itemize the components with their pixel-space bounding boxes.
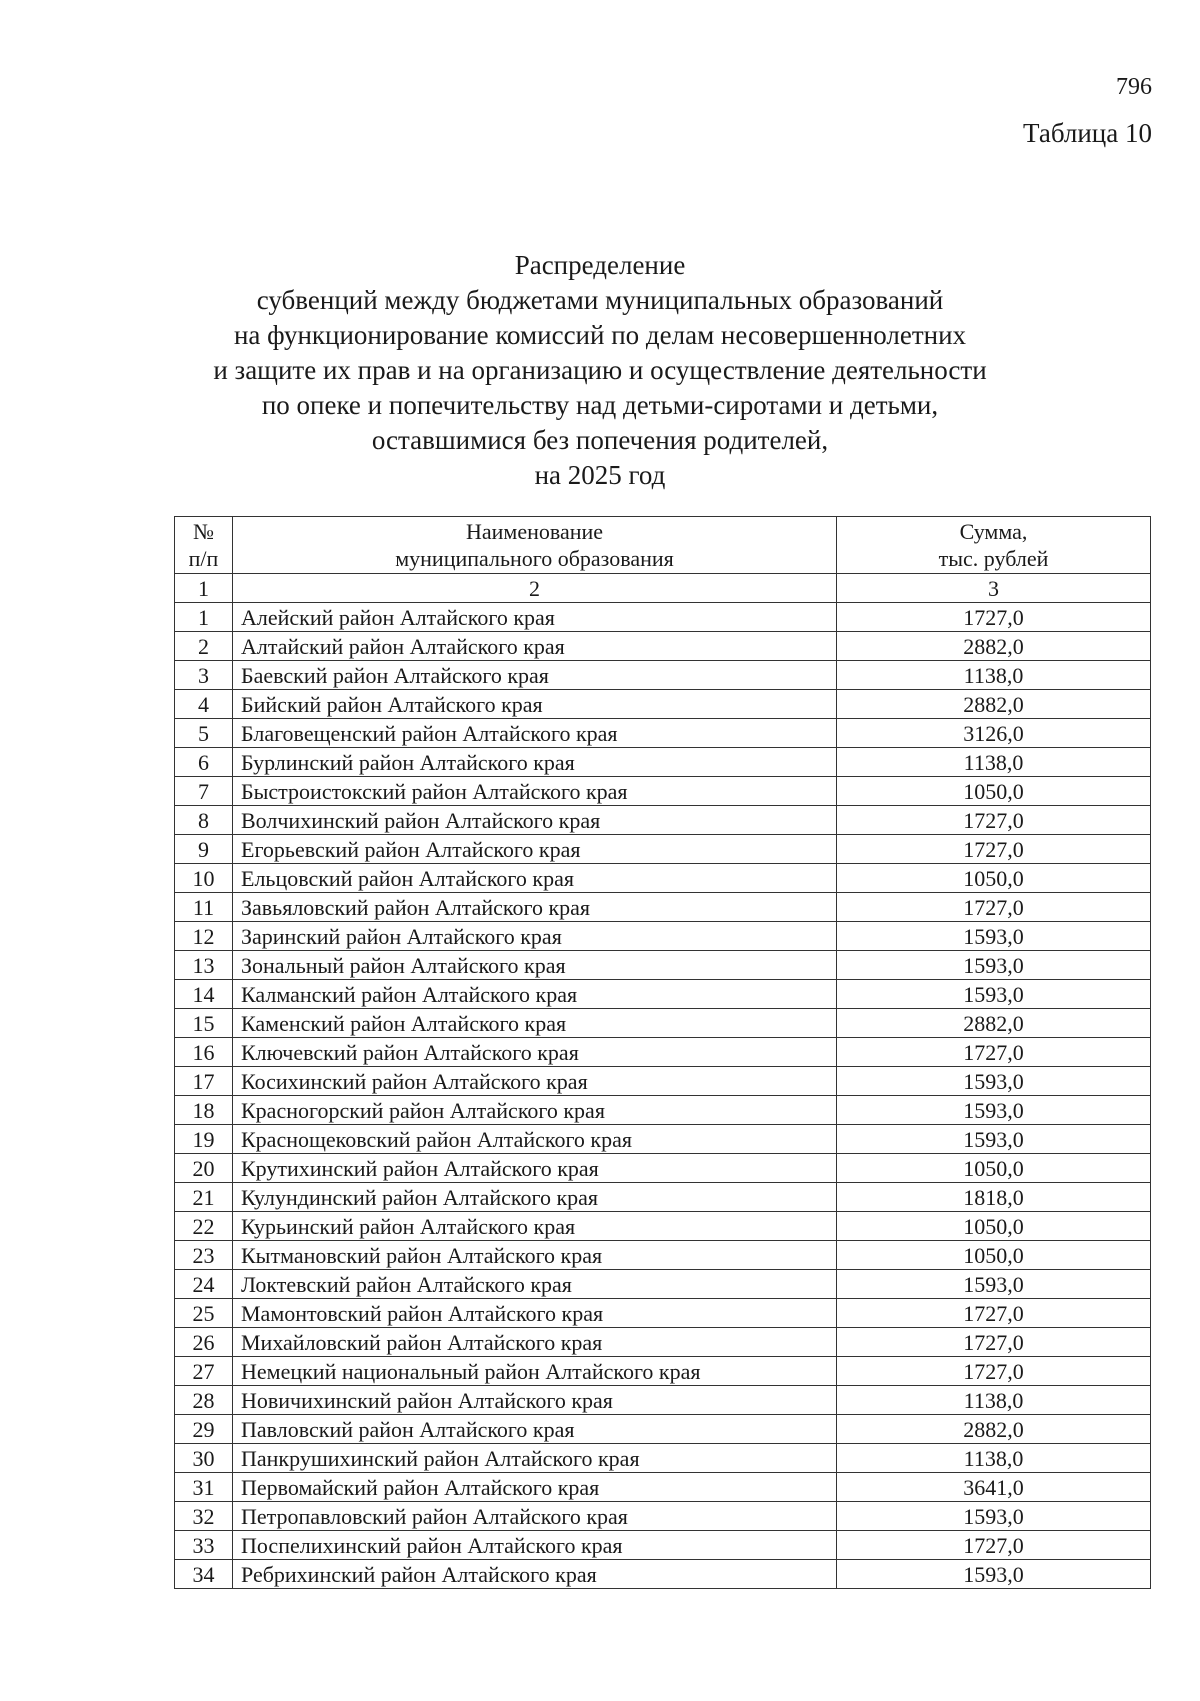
row-number: 31 xyxy=(175,1473,233,1502)
header-number-line2: п/п xyxy=(188,546,219,571)
municipality-name: Павловский район Алтайского края xyxy=(233,1415,837,1444)
table-row xyxy=(175,1212,1151,1241)
column-number: 1 xyxy=(175,574,233,603)
municipality-name: Ельцовский район Алтайского края xyxy=(233,864,837,893)
title-line: на 2025 год xyxy=(534,460,666,490)
header-number xyxy=(175,517,233,574)
row-number: 22 xyxy=(175,1212,233,1241)
row-number: 20 xyxy=(175,1154,233,1183)
municipality-name: Калманский район Алтайского края xyxy=(233,980,837,1009)
amount: 1727,0 xyxy=(837,1531,1151,1560)
table-row xyxy=(175,1154,1151,1183)
row-number: 15 xyxy=(175,1009,233,1038)
table-row xyxy=(175,951,1151,980)
title-line: на функционирование комиссий по делам несовершеннолетних xyxy=(233,320,967,350)
document-title xyxy=(0,248,1200,493)
municipality-name: Алейский район Алтайского края xyxy=(233,603,837,632)
row-number: 27 xyxy=(175,1357,233,1386)
amount: 1727,0 xyxy=(837,603,1151,632)
amount: 1818,0 xyxy=(837,1183,1151,1212)
table-row xyxy=(175,1096,1151,1125)
municipality-name: Зональный район Алтайского края xyxy=(233,951,837,980)
table-row xyxy=(175,835,1151,864)
municipality-name: Немецкий национальный район Алтайского края xyxy=(233,1357,837,1386)
row-number: 9 xyxy=(175,835,233,864)
amount: 3126,0 xyxy=(837,719,1151,748)
amount: 1727,0 xyxy=(837,893,1151,922)
amount: 1593,0 xyxy=(837,1270,1151,1299)
municipality-name: Волчихинский район Алтайского края xyxy=(233,806,837,835)
amount: 3641,0 xyxy=(837,1473,1151,1502)
municipality-name: Кулундинский район Алтайского края xyxy=(233,1183,837,1212)
table-row xyxy=(175,1415,1151,1444)
table-row xyxy=(175,1038,1151,1067)
table-row xyxy=(175,719,1151,748)
title-line: и защите их прав и на организацию и осуществление деятельности xyxy=(213,355,987,385)
page-number: 796 xyxy=(1116,74,1152,100)
municipality-name: Мамонтовский район Алтайского края xyxy=(233,1299,837,1328)
municipality-name: Петропавловский район Алтайского края xyxy=(233,1502,837,1531)
amount: 1593,0 xyxy=(837,1096,1151,1125)
row-number: 25 xyxy=(175,1299,233,1328)
table-row xyxy=(175,980,1151,1009)
amount: 1050,0 xyxy=(837,864,1151,893)
municipality-name: Курьинский район Алтайского края xyxy=(233,1212,837,1241)
municipality-name: Заринский район Алтайского края xyxy=(233,922,837,951)
table-row xyxy=(175,1386,1151,1415)
municipality-name: Быстроистокский район Алтайского края xyxy=(233,777,837,806)
row-number: 4 xyxy=(175,690,233,719)
amount: 1593,0 xyxy=(837,1067,1151,1096)
amount: 1727,0 xyxy=(837,1299,1151,1328)
row-number: 26 xyxy=(175,1328,233,1357)
municipality-name: Косихинский район Алтайского края xyxy=(233,1067,837,1096)
row-number: 1 xyxy=(175,603,233,632)
subvention-table xyxy=(174,516,1151,1589)
header-number-line1: № xyxy=(193,519,214,544)
table-header-row xyxy=(175,517,1151,574)
amount: 1138,0 xyxy=(837,1386,1151,1415)
amount: 1593,0 xyxy=(837,1560,1151,1589)
municipality-name: Локтевский район Алтайского края xyxy=(233,1270,837,1299)
table-row xyxy=(175,1299,1151,1328)
table-row xyxy=(175,1444,1151,1473)
municipality-name: Баевский район Алтайского края xyxy=(233,661,837,690)
table-row xyxy=(175,632,1151,661)
municipality-name: Кытмановский район Алтайского края xyxy=(233,1241,837,1270)
row-number: 3 xyxy=(175,661,233,690)
table-row xyxy=(175,1125,1151,1154)
table-row xyxy=(175,1183,1151,1212)
amount: 1050,0 xyxy=(837,1241,1151,1270)
row-number: 10 xyxy=(175,864,233,893)
row-number: 7 xyxy=(175,777,233,806)
column-number: 3 xyxy=(837,574,1151,603)
title-line: Распределение xyxy=(514,250,686,280)
municipality-name: Ключевский район Алтайского края xyxy=(233,1038,837,1067)
municipality-name: Панкрушихинский район Алтайского края xyxy=(233,1444,837,1473)
row-number: 16 xyxy=(175,1038,233,1067)
table-row xyxy=(175,1328,1151,1357)
amount: 1138,0 xyxy=(837,661,1151,690)
amount: 1050,0 xyxy=(837,1154,1151,1183)
amount: 2882,0 xyxy=(837,1009,1151,1038)
title-line: по опеке и попечительству над детьми-сиротами и детьми, xyxy=(261,390,939,420)
municipality-name: Егорьевский район Алтайского края xyxy=(233,835,837,864)
municipality-name: Михайловский район Алтайского края xyxy=(233,1328,837,1357)
municipality-name: Краснощековский район Алтайского края xyxy=(233,1125,837,1154)
municipality-name: Новичихинский район Алтайского края xyxy=(233,1386,837,1415)
amount: 1593,0 xyxy=(837,1125,1151,1154)
municipality-name: Завьяловский район Алтайского края xyxy=(233,893,837,922)
header-sum-line1: Сумма, xyxy=(959,519,1028,544)
title-line: субвенций между бюджетами муниципальных образований xyxy=(256,285,944,315)
table-row xyxy=(175,777,1151,806)
amount: 1593,0 xyxy=(837,1502,1151,1531)
amount: 2882,0 xyxy=(837,1415,1151,1444)
municipality-name: Первомайский район Алтайского края xyxy=(233,1473,837,1502)
header-sum xyxy=(837,517,1151,574)
municipality-name: Крутихинский район Алтайского края xyxy=(233,1154,837,1183)
row-number: 34 xyxy=(175,1560,233,1589)
table-row xyxy=(175,1473,1151,1502)
column-number-row xyxy=(175,574,1151,603)
header-name-line1: Наименование xyxy=(465,519,604,544)
table-row xyxy=(175,1502,1151,1531)
amount: 1050,0 xyxy=(837,777,1151,806)
row-number: 21 xyxy=(175,1183,233,1212)
amount: 1727,0 xyxy=(837,835,1151,864)
row-number: 33 xyxy=(175,1531,233,1560)
row-number: 12 xyxy=(175,922,233,951)
table-row xyxy=(175,864,1151,893)
municipality-name: Поспелихинский район Алтайского края xyxy=(233,1531,837,1560)
amount: 1727,0 xyxy=(837,1328,1151,1357)
municipality-name: Красногорский район Алтайского края xyxy=(233,1096,837,1125)
table-row xyxy=(175,922,1151,951)
header-name-line2: муниципального образования xyxy=(395,546,674,571)
row-number: 24 xyxy=(175,1270,233,1299)
row-number: 2 xyxy=(175,632,233,661)
amount: 1727,0 xyxy=(837,1038,1151,1067)
municipality-name: Ребрихинский район Алтайского края xyxy=(233,1560,837,1589)
table-row xyxy=(175,661,1151,690)
municipality-name: Алтайский район Алтайского края xyxy=(233,632,837,661)
table-row xyxy=(175,1357,1151,1386)
row-number: 6 xyxy=(175,748,233,777)
row-number: 29 xyxy=(175,1415,233,1444)
row-number: 5 xyxy=(175,719,233,748)
amount: 1050,0 xyxy=(837,1212,1151,1241)
row-number: 23 xyxy=(175,1241,233,1270)
row-number: 18 xyxy=(175,1096,233,1125)
table-row xyxy=(175,1009,1151,1038)
title-line: оставшимися без попечения родителей, xyxy=(371,425,829,455)
row-number: 19 xyxy=(175,1125,233,1154)
table-row xyxy=(175,1270,1151,1299)
row-number: 17 xyxy=(175,1067,233,1096)
row-number: 14 xyxy=(175,980,233,1009)
row-number: 8 xyxy=(175,806,233,835)
table-label: Таблица 10 xyxy=(1023,118,1152,148)
amount: 1727,0 xyxy=(837,1357,1151,1386)
amount: 1138,0 xyxy=(837,1444,1151,1473)
row-number: 32 xyxy=(175,1502,233,1531)
table-row xyxy=(175,806,1151,835)
amount: 2882,0 xyxy=(837,690,1151,719)
amount: 1593,0 xyxy=(837,922,1151,951)
amount: 2882,0 xyxy=(837,632,1151,661)
table-row xyxy=(175,1531,1151,1560)
table-row xyxy=(175,1241,1151,1270)
table-row xyxy=(175,603,1151,632)
municipality-name: Благовещенский район Алтайского края xyxy=(233,719,837,748)
amount: 1138,0 xyxy=(837,748,1151,777)
row-number: 30 xyxy=(175,1444,233,1473)
row-number: 28 xyxy=(175,1386,233,1415)
column-number: 2 xyxy=(233,574,837,603)
municipality-name: Бийский район Алтайского края xyxy=(233,690,837,719)
table-row xyxy=(175,748,1151,777)
table-row xyxy=(175,1560,1151,1589)
row-number: 13 xyxy=(175,951,233,980)
amount: 1593,0 xyxy=(837,980,1151,1009)
table-row xyxy=(175,1067,1151,1096)
municipality-name: Каменский район Алтайского края xyxy=(233,1009,837,1038)
table-row xyxy=(175,893,1151,922)
header-name xyxy=(233,517,837,574)
amount: 1593,0 xyxy=(837,951,1151,980)
municipality-name: Бурлинский район Алтайского края xyxy=(233,748,837,777)
header-sum-line2: тыс. рублей xyxy=(938,546,1049,571)
amount: 1727,0 xyxy=(837,806,1151,835)
row-number: 11 xyxy=(175,893,233,922)
table-row xyxy=(175,690,1151,719)
